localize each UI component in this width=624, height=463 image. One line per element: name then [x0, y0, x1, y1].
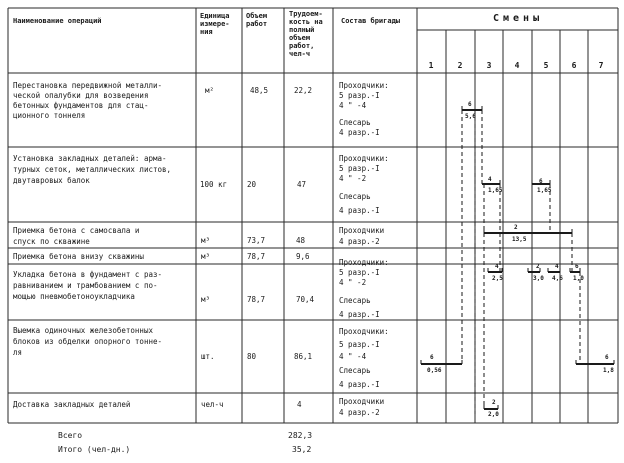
row7-unit: чел-ч [201, 400, 224, 409]
row3-operation-2: спуск по скважине [13, 237, 90, 246]
mark-11-bottom: 2,0 [488, 411, 499, 418]
gantt-bars [421, 106, 614, 414]
header-labor-2: кость на [289, 18, 323, 26]
mark-3-top: 6 [539, 178, 543, 185]
row6-operation-3: ля [13, 348, 23, 357]
mark-4-bottom: 13,5 [512, 236, 527, 243]
mark-2-top: 4 [488, 176, 492, 183]
row6-crew-2: 5 разр.-I [339, 340, 380, 349]
day-5: 5 [543, 61, 549, 70]
mark-6-top: 2 [536, 263, 540, 270]
header-volume-1: Объем [246, 12, 268, 20]
row3-crew-1: Проходчики [339, 226, 385, 235]
row5-crew-4: Слесарь [339, 296, 371, 305]
day-7: 7 [598, 61, 604, 70]
row6-labor: 86,1 [294, 352, 313, 361]
row3-volume: 73,7 [247, 236, 266, 245]
row2-labor: 47 [297, 180, 307, 189]
row2-operation-2: турных сеток, металлических листов, [13, 165, 172, 174]
row5-crew-5: 4 разр.-I [339, 310, 380, 319]
row5-crew-2: 5 разр.-I [339, 268, 380, 277]
header-labor-1: Трудоем- [289, 10, 323, 18]
row6-operation-2: блоков из обделки опорного тонне- [13, 337, 163, 346]
row1-crew-5: 4 разр.-I [339, 128, 380, 137]
row6-crew-5: 4 разр.-I [339, 380, 380, 389]
mark-5-top: 4 [495, 263, 499, 270]
mark-6-bottom: 3,0 [533, 275, 544, 282]
header-unit-3: ния [200, 28, 213, 36]
mark-5-bottom: 2,5 [492, 275, 503, 282]
header-volume-2: работ [246, 20, 268, 28]
header-unit-2: измере- [200, 20, 230, 28]
mark-1-top: 6 [468, 101, 472, 108]
row2-operation-1: Установка закладных деталей: арма- [13, 154, 167, 163]
row5-operation-3: мощью пневмобетоноукладчика [13, 292, 135, 301]
row2-crew-5: 4 разр.-I [339, 206, 380, 215]
row7-crew-1: Проходчики [339, 397, 385, 406]
row3-labor: 48 [296, 236, 306, 245]
mark-10-bottom: 1,8 [603, 367, 614, 374]
header-shifts: Смены [493, 13, 544, 24]
row2-operation-3: двутавровых балок [13, 176, 90, 185]
row1-crew-1: Проходчики: [339, 81, 389, 90]
row7-labor: 4 [297, 400, 302, 409]
mark-11-top: 2 [492, 399, 496, 406]
day-1: 1 [428, 61, 434, 70]
total-value: 282,3 [288, 431, 313, 440]
mark-8-top: 6 [575, 263, 579, 270]
row2-crew-3: 4 " -2 [339, 174, 367, 183]
mark-10-top: 6 [605, 354, 609, 361]
row6-crew-1: Проходчики: [339, 327, 389, 336]
day-4: 4 [514, 61, 520, 70]
header-labor-3: полный [289, 26, 315, 34]
mark-7-top: 4 [555, 263, 559, 270]
header-labor-5: работ, [289, 42, 315, 50]
row6-unit: шт. [201, 352, 215, 361]
row5-operation-2: равниванием и трамбованием с по- [13, 281, 158, 290]
sum-value: 35,2 [292, 445, 312, 454]
day-2: 2 [457, 61, 463, 70]
row5-volume: 78,7 [247, 295, 266, 304]
row2-crew-4: Слесарь [339, 192, 371, 201]
row1-operation-2: ческой опалубки для возведения [13, 91, 149, 100]
row4-operation-1: Приемка бетона внизу скважины [13, 252, 144, 261]
row2-volume: 20 [247, 180, 257, 189]
row1-labor: 22,2 [294, 86, 313, 95]
row6-operation-1: Выемка одиночных железобетонных [13, 326, 153, 335]
row6-crew-3: 4 " -4 [339, 352, 367, 361]
header-labor-6: чел-ч [289, 50, 311, 58]
row2-crew-2: 5 разр.-I [339, 164, 380, 173]
mark-4-top: 2 [514, 224, 518, 231]
row2-unit: 100 кг [200, 180, 228, 189]
row5-operation-1: Укладка бетона в фундамент с раз- [13, 270, 163, 279]
mark-3-bottom: 1,65 [537, 187, 552, 194]
row4-volume: 78,7 [247, 252, 266, 261]
header-operation: Наименование операций [13, 17, 102, 25]
row1-crew-2: 5 разр.-I [339, 91, 380, 100]
mark-2-bottom: 1,65 [488, 187, 503, 194]
row6-crew-4: Слесарь [339, 366, 371, 375]
row7-crew-2: 4 разр.-2 [339, 408, 380, 417]
row2-crew-1: Проходчики: [339, 154, 389, 163]
row4-labor: 9,6 [296, 252, 310, 261]
row1-crew-4: Слесарь [339, 118, 371, 127]
total-label: Всего [58, 431, 83, 440]
row1-operation-1: Перестановка передвижной металли- [13, 81, 163, 90]
row4-unit: м³ [201, 252, 211, 261]
table-grid [8, 8, 618, 423]
header-crew: Состав бригады [341, 17, 401, 25]
row5-crew-1: Проходчики: [339, 258, 389, 267]
header-unit-1: Единица [200, 12, 230, 20]
day-3: 3 [486, 61, 492, 70]
row5-unit: м³ [201, 295, 211, 304]
row5-crew-3: 4 " -2 [339, 278, 367, 287]
mark-9-top: 6 [430, 354, 434, 361]
row1-volume: 48,5 [250, 86, 269, 95]
row3-crew-2: 4 разр.-2 [339, 237, 380, 246]
mark-9-bottom: 0,56 [427, 367, 442, 374]
row3-unit: м³ [201, 236, 211, 245]
row1-unit: м² [205, 86, 215, 95]
row3-operation-1: Приемка бетона с самосвала и [13, 226, 140, 235]
row1-operation-3: бетонных фундаментов для стац- [13, 101, 149, 110]
row5-labor: 70,4 [296, 295, 315, 304]
sum-label: Итого (чел-дн.) [58, 445, 131, 454]
row1-crew-3: 4 " -4 [339, 101, 367, 110]
row1-operation-4: ционного тоннеля [13, 111, 86, 120]
mark-7-bottom: 4,6 [552, 275, 563, 282]
mark-8-bottom: 1,0 [573, 275, 584, 282]
day-6: 6 [571, 61, 577, 70]
header-labor-4: объем [289, 34, 311, 42]
row7-operation-1: Доставка закладных деталей [13, 400, 131, 409]
mark-1-bottom: 5,6 [465, 113, 476, 120]
row6-volume: 80 [247, 352, 257, 361]
